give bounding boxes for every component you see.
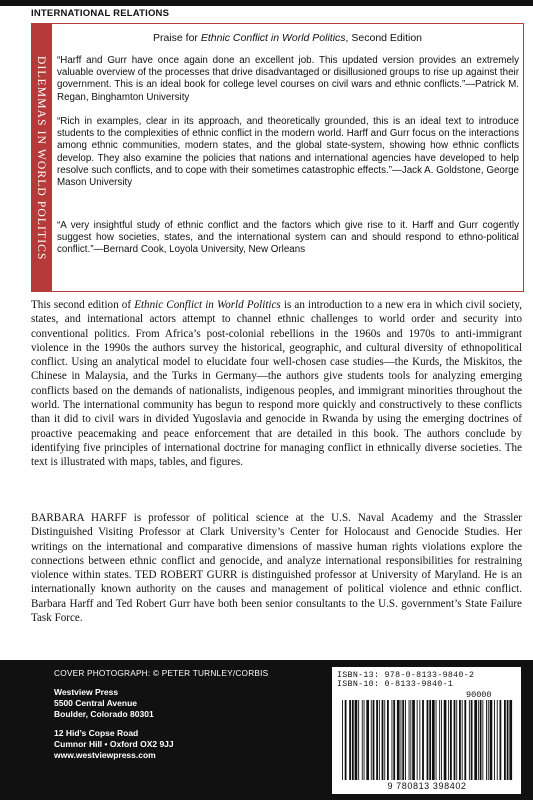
publisher-city: Boulder, Colorado 80301 [54,709,154,720]
barcode-bar [441,700,442,780]
barcode-bar [429,700,431,780]
barcode-bar [432,700,435,780]
price-code: 90000 [466,690,492,700]
praise-heading-title: Ethnic Conflict in World Politics [200,32,346,44]
barcode-bar [456,700,457,780]
barcode-bars [340,700,514,780]
barcode-bar [471,700,473,780]
uk-address [54,728,174,762]
barcode-bar [366,700,369,780]
barcode-bar [358,700,359,780]
barcode-bar [371,700,372,780]
barcode-bar [349,700,351,780]
barcode-bar [373,700,375,780]
praise-box [31,23,524,292]
barcode-bar [410,700,411,780]
barcode-bar [402,700,404,780]
barcode-bar [500,700,502,780]
praise-heading-suffix: , Second Edition [345,32,423,44]
barcode-bar [342,700,343,780]
barcode-bar [376,700,378,780]
barcode-bar [393,700,395,780]
praise-quote: “Harff and Gurr have once again done an excellent job. This updated version provides an extremely valuable overview of the processes that drive disadvantaged or disillusioned groups to rise up against their government. This is an ideal book for college level courses on civil wars and ethnic conflicts.”—Patrick M. Regan, Binghamton University [57,55,519,103]
barcode-bar [439,700,440,780]
barcode-bar [397,700,400,780]
back-cover [0,6,533,660]
barcode-bar [422,700,424,780]
barcode-bar [450,700,452,780]
barcode-bar [478,700,479,780]
book-description [31,298,522,470]
barcode-bar [480,700,482,780]
barcode-bar [392,700,393,780]
isbn-10: ISBN-10: 0-8133-9840-1 [337,680,454,689]
barcode-bar [419,700,420,780]
isbn-13: ISBN-13: 978-0-8133-9840-2 [337,671,475,680]
barcode-bar [401,700,402,780]
barcode-bar [448,700,449,780]
barcode-bar [352,700,354,780]
author-bio: BARBARA HARFF is professor of political science at the U.S. Naval Academy and the Strassler Distinguished Visiting Professor at Clark University’s Center for Holocaust and Genocide Studies. Her writings on the international and comparative dimensions of massive human rights violations explore the connections between ethnic conflict and genocide, and analyze international responsibilities for restraining violence within states. TED ROBERT GURR is distinguished professor at University of Maryland. He is an internationally known authority on the causes and management of political violence and ethnic conflict. Barbara Harff and Ted Robert Gurr have both been senior consultants to the U.S. government’s State Failure Task Force. [31,512,522,625]
barcode-bar [382,700,384,780]
uk-city: Cumnor Hill • Oxford OX2 9JJ [54,739,174,750]
praise-heading-prefix: Praise for [152,32,201,44]
series-title: DILEMMAS IN WORLD POLITICS [35,55,48,261]
category-label: INTERNATIONAL RELATIONS [31,8,170,19]
description-lead: This second edition of [31,299,135,311]
barcode-bar [486,700,487,780]
barcode-bar [462,700,463,780]
barcode-bar [494,700,495,780]
barcode-bar [405,700,406,780]
publisher-street: 5500 Central Avenue [54,698,137,709]
barcode-bar [355,700,358,780]
praise-quote: “A very insightful study of ethnic conflict and the factors which give rise to it. Harff and Gurr cogently suggest how societies, states, and the international system can and should respond to ethno-political conflict.”—Bernard Cook, Loyola University, New Orleans [57,220,519,256]
barcode-bar [417,700,418,780]
barcode-bar [345,700,347,780]
barcode-bar [504,700,506,780]
barcode-block [332,667,521,794]
barcode-bar [364,700,365,780]
barcode-bar [412,700,415,780]
description-body: is an introduction to a new era in which civil society, states, and international actors attempt to channel ethnic challenges to world order and security into conventional politics. From Africa’s post-colonial rebellions in the 1960s and 1970s to anti-immigrant violence in the 1990s the authors survey the historical, geographic, and cultural diversity of ethnopolitical conflict. Using an analytical model to elucidate four well-chosen case studies—the Kurds, the Miskitos, the Chinese in Malaysia, and the Turks in Germany—the authors give students tools for analyzing emerging conflicts based on the demands of nationalists, indigenous peoples, and immigrant minorities throughout the world. The international community has begun to respond more quickly and constructively to these conflicts than it did to civil wars in divided Yugoslavia and genocide in Rwanda by using the emerging doctrines of proactive peacemaking and peace enforcement that are detailed in this book. The authors conclude by identifying five principles of international doctrine for managing conflict in ethnically diverse societies. The text is illustrated with maps, tables, and figures. [31,299,522,469]
series-sidebar [32,24,52,291]
barcode-bar [482,700,483,780]
barcode-bar [488,700,489,780]
ean-digits: 9 780813 398402 [387,781,467,791]
barcode-bar [490,700,493,780]
barcode-bar [464,700,466,780]
barcode-bar [427,700,429,780]
barcode-bar [497,700,498,780]
barcode-bar [362,700,363,780]
website: www.westviewpress.com [54,750,156,761]
publisher-address [54,687,154,721]
barcode-bar [474,700,477,780]
barcode-bar [387,700,389,780]
barcode-bar [436,700,437,780]
barcode-bar [444,700,447,780]
barcode-bar [409,700,410,780]
barcode-bar [469,700,470,780]
barcode-bar [384,700,385,780]
barcode-bar [379,700,380,780]
praise-heading [52,32,523,44]
praise-quote: “Rich in examples, clear in its approach, and theoretically grounded, this is an ideal text to introduce students to the complexities of ethnic conflict in the modern world. Harff and Gurr focus on the interactions among ethnic communities, modern states, and the global state-system, showing how ethnic conflicts develop. They also examine the policies that nations and international agencies have developed to help resolve such conflicts, and to cope with their sometimes catastrophic effects.”—Jack A. Goldstone, George Mason University [57,116,519,189]
barcode-bar [454,700,456,780]
barcode-bar [509,700,512,780]
publisher-name: Westview Press [54,687,119,697]
uk-street: 12 Hid’s Copse Road [54,728,139,738]
barcode-bar [507,700,509,780]
barcode-bar [459,700,461,780]
photo-credit: COVER PHOTOGRAPH: © PETER TURNLEY/CORBIS [54,668,269,678]
description-title: Ethnic Conflict in World Politics [134,299,281,311]
footer [0,660,533,800]
